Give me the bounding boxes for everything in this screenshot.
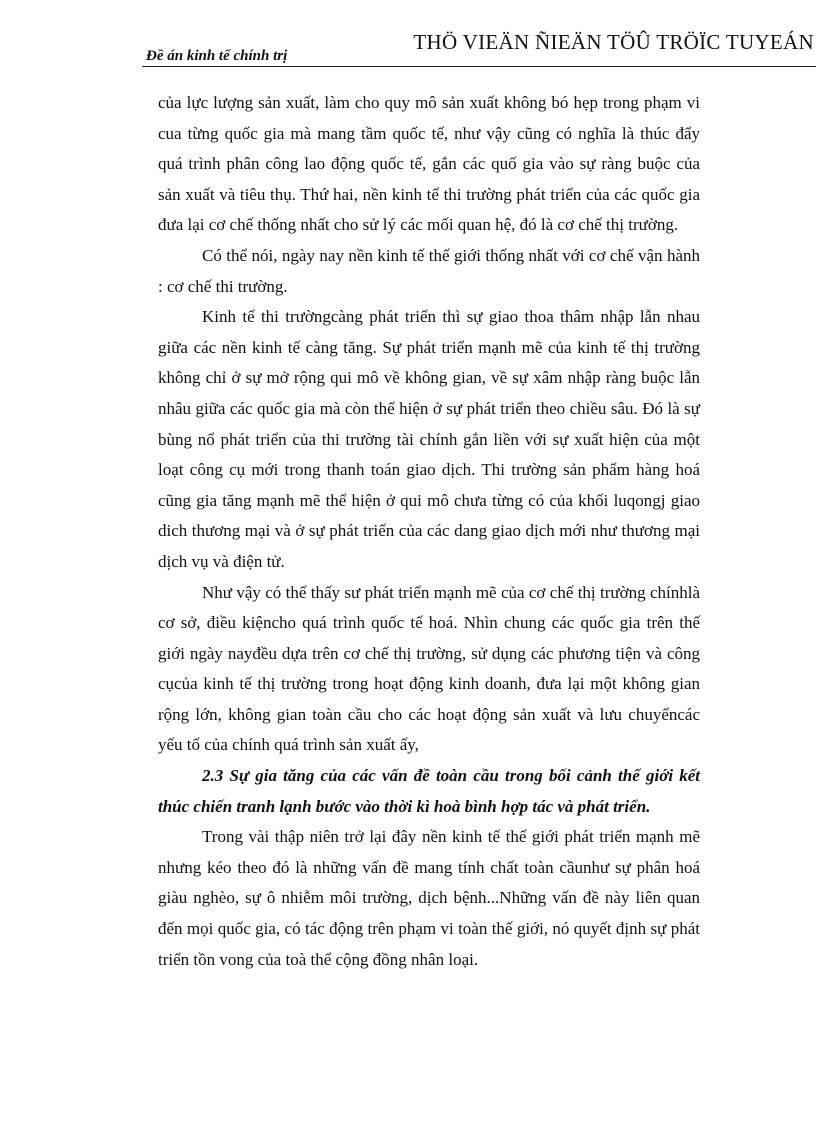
- library-banner: THÖ VIEÄN ÑIEÄN TÖÛ TRÖÏC TUYEÁN: [413, 30, 814, 54]
- paragraph: Kinh tế thi trườngcàng phát triển thì sự giao thoa thâm nhập lẫn nhau giữa các nền kinh tế càng tăng. Sự phát triển mạnh mẽ của kinh tế thị trường không chỉ ở sự mở rộng qui mô về không gian, về sự xâm nhập ràng buộc lẫn nhâu giữa các quốc gia mà còn thể hiện ở sự phát triển theo chiều sâu. Đó là sự bùng nổ phát triển của thi trường tài chính gắn liền với sự xuất hiện của một loạt công cụ mới trong thanh toán giao dịch. Thi trường sản phẩm hàng hoá cũng gia tăng mạnh mẽ thể hiện ở qui mô chưa từng có của khối luqongj giao dich thương mại và ở sự phát triển của các dang giao dịch mới như thương mại dịch vụ và điện tử.: [158, 307, 700, 571]
- paragraph: Như vậy có thể thấy sư phát triển mạnh mẽ của cơ chế thị trường chínhlà cơ sở, điều kiệncho quá trình quốc tế hoá. Nhìn chung các quốc gia trên thế giới ngày nayđều dựa trên cơ chế thị trường, sử dụng các phương tiện và công cụcủa kinh tế thị trường trong hoạt động kinh doanh, đưa lại một không gian rộng lớn, không gian toàn cầu cho các hoạt động sản xuất và lưu chuyểncác yếu tố của chính quá trình sản xuất ấy,: [158, 582, 700, 755]
- header-divider: [142, 66, 816, 67]
- section-heading: 2.3 Sự gia tăng của các vấn đề toàn cầu trong bối cảnh thế giới kết thúc chiến tranh lạnh bước vào thời kì hoà bình hợp tác và phát triển.: [158, 766, 700, 816]
- document-title: Đề án kinh tế chính trị: [146, 48, 288, 64]
- document-body: [158, 88, 700, 975]
- paragraph: Có thể nói, ngày nay nền kinh tế thế giới thống nhất với cơ chế vận hành : cơ chế thi trường.: [158, 245, 700, 296]
- page-header: [0, 0, 816, 80]
- paragraph: Trong vài thập niên trở lại đây nền kinh tế thế giới phát triển mạnh mẽ nhưng kéo theo đó là những vấn đề mang tính chất toàn cầunhư sự phân hoá giàu nghèo, sự ô nhiễm môi trường, dịch bệnh...Những vấn đề này liên quan đến mọi quốc gia, có tác động trên phạm vi toàn thế giới, nó quyết định sự phát triển tồn vong của toà thể cộng đồng nhân loại.: [158, 827, 700, 969]
- paragraph-continued: của lực lượng sản xuất, làm cho quy mô sản xuất không bó hẹp trong phạm vi cua từng quốc gia mà mang tầm quốc tế, như vậy cũng có nghĩa là thúc đẩy quá trình phân công lao động quốc tế, gắn các quố gia vào sự ràng buộc của sản xuất và tiêu thụ. Thứ hai, nền kinh tế thi trường phát triển của các quốc gia đưa lại cơ chế thống nhất cho sử lý các mối quan hệ, đó là cơ chế thị trường.: [158, 93, 700, 235]
